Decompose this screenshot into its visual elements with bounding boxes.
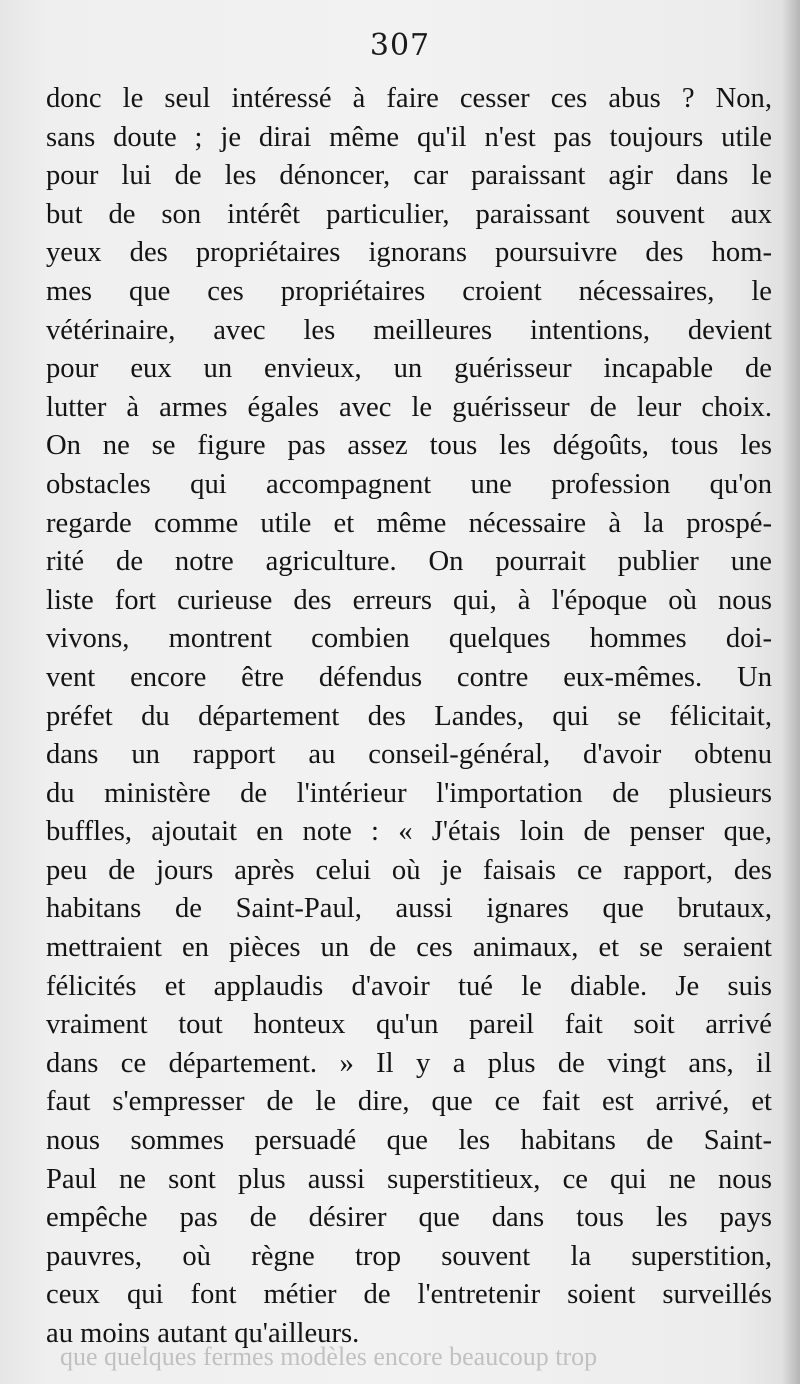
text-line: préfet du département des Landes, qui se félicitait, — [46, 700, 772, 732]
text-line: pour lui de les dénoncer, car paraissant agir dans le — [46, 160, 772, 192]
text-line: donc le seul intéressé à faire cesser ces abus ? Non, — [46, 83, 772, 114]
text-line: obstacles qui accompagnent une profession qu'on — [46, 468, 772, 500]
text-line: mes que ces propriétaires croient nécessaires, le — [46, 275, 772, 307]
text-line: au moins autant qu'ailleurs. — [46, 1318, 360, 1349]
text-line: vent encore être défendus contre eux-mêmes. Un — [46, 661, 772, 693]
text-line: nous sommes persuadé que les habitans de Saint- — [46, 1125, 772, 1157]
text-line: liste fort curieuse des erreurs qui, à l'époque où nous — [46, 584, 772, 616]
text-line: mettraient en pièces un de ces animaux, et se seraient — [46, 932, 772, 964]
text-line: dans ce département. » Il y a plus de vingt ans, il — [46, 1047, 772, 1079]
text-line: faut s'empresser de le dire, que ce fait est arrivé, et — [46, 1086, 772, 1118]
text-line: ceux qui font métier de l'entretenir soient surveillés — [46, 1279, 772, 1311]
text-line: Paul ne sont plus aussi superstitieux, ce qui ne nous — [46, 1163, 772, 1195]
text-line: dans un rapport au conseil-général, d'avoir obtenu — [46, 739, 772, 771]
text-line: lutter à armes égales avec le guérisseur de leur choix. — [46, 391, 772, 423]
text-line: empêche pas de désirer que dans tous les pays — [46, 1202, 772, 1234]
text-line: but de son intérêt particulier, paraissant souvent aux — [46, 198, 772, 230]
page-number: 307 — [369, 28, 431, 63]
text-line: du ministère de l'intérieur l'importation de plusieurs — [46, 777, 772, 809]
text-line: habitans de Saint-Paul, aussi ignares que brutaux, — [46, 893, 772, 925]
text-line: vivons, montrent combien quelques hommes doi- — [46, 623, 772, 655]
bleed-through-text: que quelques fermes modèles encore beaucoup trop — [60, 1342, 598, 1371]
text-line: pour eux un envieux, un guérisseur incapable de — [46, 353, 772, 385]
body-text — [46, 80, 772, 1354]
text-line: sans doute ; je dirai même qu'il n'est pas toujours utile — [46, 121, 772, 153]
text-line: félicités et applaudis d'avoir tué le diable. Je suis — [46, 970, 772, 1002]
text-line: rité de notre agriculture. On pourrait publier une — [46, 546, 772, 578]
text-line: regarde comme utile et même nécessaire à la prospé- — [46, 507, 772, 539]
page-edge-shadow — [782, 0, 800, 1384]
text-line: On ne se figure pas assez tous les dégoûts, tous les — [46, 430, 772, 462]
text-line: vraiment tout honteux qu'un pareil fait soit arrivé — [46, 1009, 772, 1041]
text-line: yeux des propriétaires ignorans poursuivre des hom- — [46, 237, 772, 269]
text-line: pauvres, où règne trop souvent la superstition, — [46, 1240, 772, 1272]
text-line: buffles, ajoutait en note : « J'étais loin de penser que, — [46, 816, 772, 848]
text-line: vétérinaire, avec les meilleures intentions, devient — [46, 314, 772, 346]
text-line: peu de jours après celui où je faisais ce rapport, des — [46, 854, 772, 886]
